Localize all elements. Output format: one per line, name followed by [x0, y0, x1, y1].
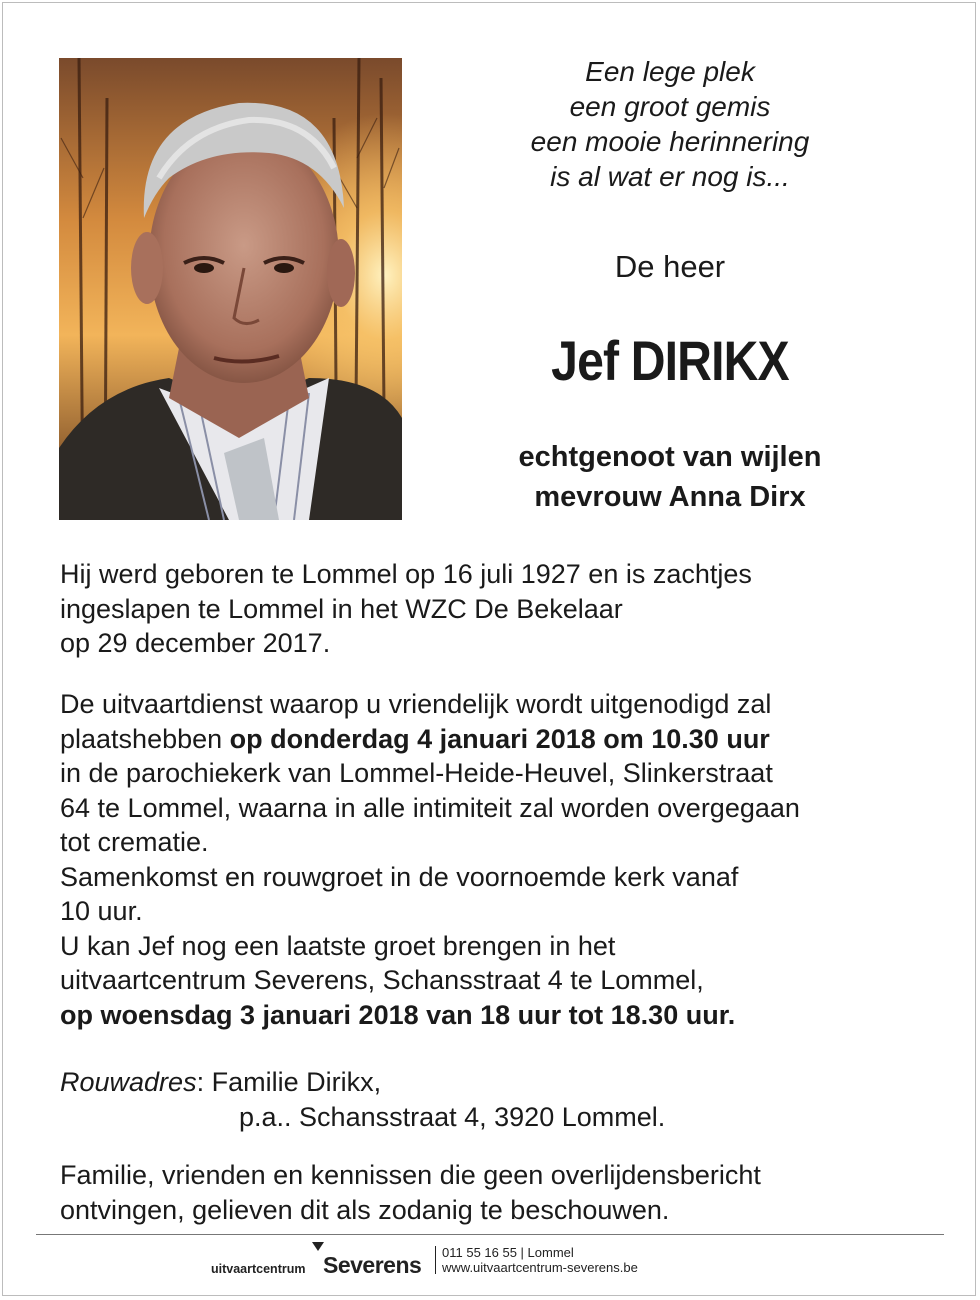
footer-separator — [435, 1246, 436, 1274]
funeral-paragraph — [60, 687, 940, 1032]
poem-line: een groot gemis — [569, 91, 771, 122]
text-line: Hij werd geboren te Lommel op 16 juli 1927 en is zachtjes — [60, 559, 752, 589]
address-line: p.a.. Schansstraat 4, 3920 Lommel. — [239, 1101, 666, 1132]
text-line: ontvingen, gelieven dit als zodanig te beschouwen. — [60, 1194, 670, 1225]
footer-divider — [36, 1234, 944, 1235]
phone-line: 011 55 16 55 | Lommel — [442, 1245, 574, 1260]
text-line: ingeslapen te Lommel in het WZC De Bekelaar — [60, 593, 623, 624]
poem — [470, 54, 870, 194]
poem-line: is al wat er nog is... — [550, 161, 790, 192]
text-line: 64 te Lommel, waarna in alle intimiteit zal worden overgegaan — [60, 792, 800, 823]
text-line: in de parochiekerk van Lommel-Heide-Heuvel, Slinkerstraat — [60, 758, 773, 788]
spouse-line: mevrouw Anna Dirx — [534, 481, 806, 513]
address-paragraph — [60, 1065, 940, 1134]
text-line: 10 uur. — [60, 896, 143, 926]
brand-name: Severens — [323, 1252, 422, 1278]
text-line: Samenkomst en rouwgroet in de voornoemde kerk vanaf — [60, 861, 739, 892]
contact-info — [442, 1245, 638, 1275]
text-line: De uitvaartdienst waarop u vriendelijk wordt uitgenodigd zal — [60, 689, 772, 719]
text-line: op 29 december 2017. — [60, 628, 331, 658]
birth-paragraph — [60, 557, 940, 661]
text-span: plaatshebben — [60, 723, 230, 754]
poem-line: een mooie herinnering — [530, 126, 810, 157]
funeral-date-time: op donderdag 4 januari 2018 om 10.30 uur — [229, 723, 770, 754]
poem-line: Een lege plek — [585, 56, 755, 87]
triangle-icon — [312, 1242, 324, 1251]
portrait-photo — [59, 58, 402, 520]
honorific: De heer — [614, 249, 726, 284]
closing-paragraph — [60, 1158, 940, 1227]
visitation-date-time: op woensdag 3 januari 2018 van 18 uur tot 18.30 uur. — [60, 999, 736, 1030]
spouse-info — [440, 437, 900, 517]
text-line: uitvaartcentrum Severens, Schansstraat 4 te Lommel, — [60, 965, 704, 995]
brand-label: uitvaartcentrum — [211, 1262, 306, 1276]
text-span: : — [196, 1067, 212, 1097]
text-line: tot crematie. — [60, 827, 209, 857]
website-link[interactable]: www.uitvaartcentrum-severens.be — [442, 1260, 638, 1275]
address-label: Rouwadres — [60, 1067, 197, 1097]
text-line: U kan Jef nog een laatste groet brengen in het — [60, 930, 616, 961]
spouse-line: echtgenoot van wijlen — [518, 441, 822, 473]
address-line: Familie Dirikx, — [211, 1067, 382, 1097]
text-line — [60, 722, 940, 757]
text-line: Familie, vrienden en kennissen die geen overlijdensbericht — [60, 1160, 761, 1190]
text-line — [60, 1065, 940, 1100]
footer — [0, 1238, 980, 1288]
deceased-name: Jef DIRIKX — [551, 329, 789, 392]
